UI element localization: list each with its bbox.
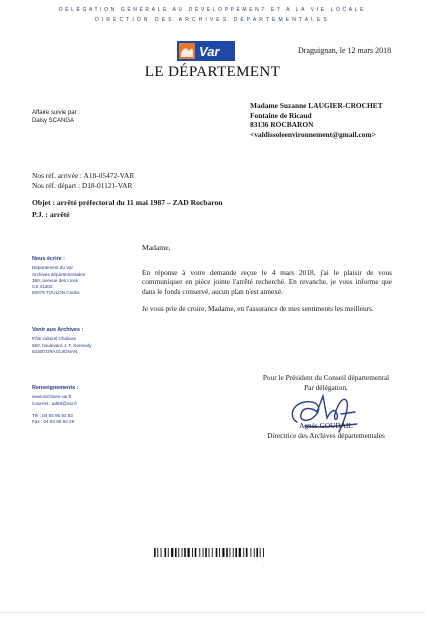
barcode-bar: [182, 548, 183, 557]
barcode-bar: [175, 548, 177, 557]
sidebar-write-line: Archives départementales: [32, 271, 86, 277]
signature-line2: Par délégation,: [304, 382, 348, 392]
barcode-bar: [161, 548, 162, 557]
letter-paragraph-2: Je vous prie de croire, Madame, en l'assurance de mes sentiments les meilleurs.: [142, 304, 374, 313]
sidebar-info-line: Fax : 04 83 95 83 29: [32, 419, 75, 425]
barcode-bar: [233, 548, 234, 557]
sidebar-visit: [32, 327, 92, 355]
subject-block: [32, 197, 223, 221]
letter-paragraph-1: En réponse à votre demande reçue le 4 mars 2018, j'ai le plaisir de vous communiquer en pièce jointe l'arrêté recherché. En revanche, je vous informe que dans le fonds conservé, aucun plan n'est annexé.: [142, 268, 392, 296]
page-edge-divider: [0, 612, 425, 613]
barcode-bar: [222, 548, 224, 557]
barcode-bar: [195, 548, 197, 557]
barcode-bar: [171, 548, 173, 557]
barcode-bar: [209, 548, 210, 557]
dateline: Draguignan, le 12 mars 2018: [298, 46, 392, 55]
case-handler-name: Daisy SCANGA: [32, 118, 75, 124]
recipient-line3: 83136 ROCBARON: [250, 120, 314, 129]
sidebar-visit-line: 660, boulevard J. F. Kennedy: [32, 342, 92, 348]
barcode-bar: [178, 548, 179, 557]
sidebar-info-line: Tél : 04 83 95 83 83: [32, 412, 73, 418]
sidebar-visit-title: Venir aux Archives :: [32, 327, 84, 333]
header-line-delegation: DÉLÉGATION GÉNÉRALE AU DÉVELOPPEMENT ET A LA VIE LOCALE: [59, 7, 366, 13]
sidebar-info-line: Courriel : ad83@var.fr: [32, 400, 78, 406]
case-handler: [32, 109, 80, 125]
sidebar-visit-line: Pôle culturel Chabran: [32, 336, 77, 342]
recipient-address: [250, 101, 383, 139]
var-logo-icon: [177, 41, 235, 61]
barcode-bar: [256, 548, 258, 557]
barcode-bar: [246, 548, 248, 557]
recipient-line2: Fontaine de Ricaud: [250, 110, 312, 120]
department-title: LE DÉPARTEMENT: [144, 64, 281, 80]
sidebar-info-line: www.archives.var.fr: [32, 394, 72, 400]
sidebar-write-line: 83076 TOULON Cedex: [32, 290, 80, 296]
ref-depart: Nos réf. départ : D18-01121-VAR: [32, 180, 133, 190]
signature-line1: Pour le Président du Conseil départemental: [262, 373, 390, 382]
barcode-bar: [254, 548, 255, 557]
barcode-bar: [154, 548, 156, 557]
barcode-bar: [219, 548, 220, 557]
scan-mark: °: [262, 566, 264, 571]
barcode-bar: [168, 548, 169, 557]
barcode-bar: [263, 548, 264, 557]
sidebar-write-line: CS 41303: [32, 284, 53, 290]
sidebar-write: [32, 256, 85, 297]
objet-line: Objet : arrêté préfectoral du 11 mai 1987 – ZAD Rocbaron: [32, 198, 223, 207]
barcode-bar: [192, 548, 193, 557]
barcode-bar: [157, 548, 158, 557]
ref-arrivee: Nos réf. arrivée : A18-05472-VAR: [32, 171, 135, 180]
barcode-bar: [212, 548, 213, 557]
recipient-name: Madame Suzanne LAUGIER-CROCHET: [250, 101, 383, 110]
header-line-direction: DIRECTION DES ARCHIVES DÉPARTEMENTALES: [95, 17, 330, 23]
signatory-role: Directrice des Archives départementales: [267, 430, 385, 440]
sidebar-write-line: Département du Var: [32, 265, 74, 271]
sidebar-write-line: 390, avenue des Lices: [32, 277, 78, 283]
barcode-bar: [188, 548, 190, 557]
barcode-bar: [260, 548, 261, 557]
signatory: [256, 421, 396, 440]
barcode-bar: [165, 548, 167, 557]
barcode-bar: [230, 548, 231, 557]
signatory-name: Agnès GOUDAIL: [299, 421, 353, 430]
barcode-bar: [203, 548, 204, 557]
barcode-bar: [205, 548, 207, 557]
barcode-bar: [216, 548, 218, 557]
logo-text: Var: [199, 44, 220, 59]
sidebar-write-title: Nous écrire :: [32, 256, 65, 262]
barcode-bar: [184, 548, 186, 557]
barcode-bar: [239, 548, 241, 557]
barcode-bar: [243, 548, 244, 557]
recipient-email: <valdissoleenvironnement@gmail.com>: [250, 129, 376, 139]
sidebar-info: [32, 385, 78, 425]
sidebar-info-title: Renseignements :: [32, 385, 79, 391]
sidebar-visit-line: 83300 DRAGUIGNAN: [32, 348, 78, 354]
barcode-bar: [199, 548, 200, 557]
salutation: Madame,: [142, 243, 171, 252]
barcode-bar: [226, 548, 228, 557]
case-handler-label: Affaire suivie par :: [32, 110, 80, 116]
barcode-icon: [154, 544, 266, 553]
references: [32, 171, 134, 190]
pj-line: P.J. : arrêté: [32, 210, 70, 219]
barcode-bar: [235, 548, 237, 557]
barcode-bar: [251, 548, 252, 557]
